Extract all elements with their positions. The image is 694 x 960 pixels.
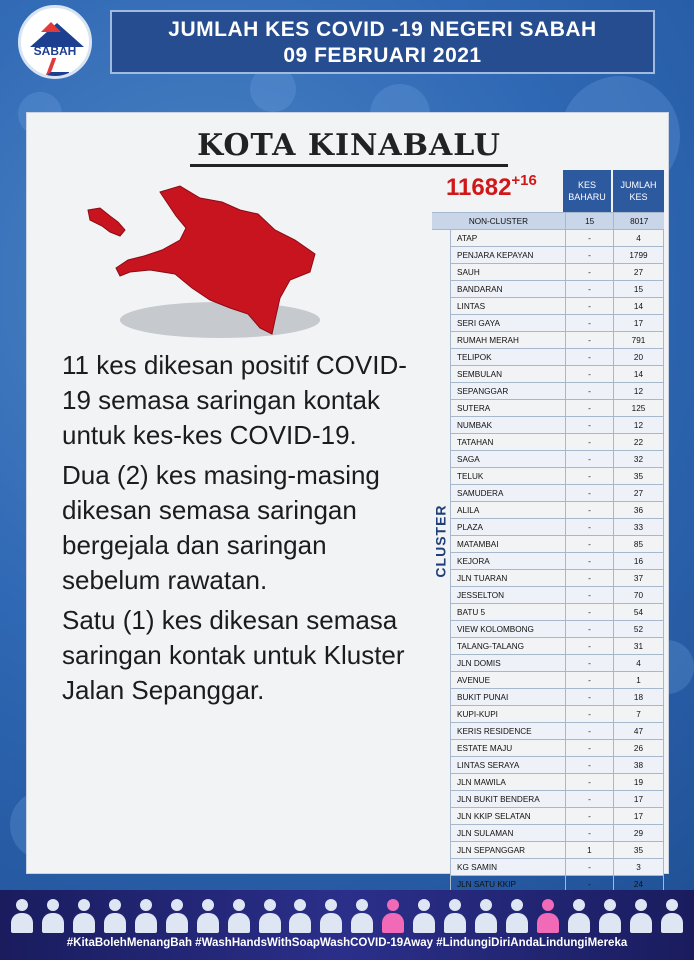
table-row: [451, 825, 663, 842]
row-name: KUPI-KUPI: [457, 709, 498, 719]
row-name: LINTAS SERAYA: [451, 757, 565, 773]
swoosh-icon: [46, 58, 75, 76]
row-total: 29: [613, 825, 663, 841]
footer-hashtags: #KitaBolehMenangBah #WashHandsWithSoapWashCOVID-19Away #LindungiDiriAndaLindungiMereka: [66, 937, 628, 949]
row-name: ALILA: [457, 505, 480, 515]
row-new: -: [565, 859, 613, 875]
cluster-label-text: CLUSTER: [433, 504, 449, 578]
col-header-new: KES BAHARU: [563, 170, 611, 212]
row-new: -: [565, 638, 613, 654]
row-total: 32: [613, 451, 663, 467]
row-new: -: [565, 587, 613, 603]
description-paragraph: 11 kes dikesan positif COVID-19 semasa saringan kontak untuk kes-kes COVID-19.: [62, 350, 407, 450]
cluster-table: [432, 212, 664, 893]
row-name: TALANG-TALANG: [457, 641, 525, 651]
row-total: 27: [613, 485, 663, 501]
row-new: -: [565, 876, 613, 892]
row-total: 4: [613, 230, 663, 246]
table-row: [451, 842, 663, 859]
row-total: 54: [613, 604, 663, 620]
table-row: [451, 366, 663, 383]
table-row: [451, 757, 663, 774]
table-row: [451, 859, 663, 876]
table-row: [451, 247, 663, 264]
row-name: TELIPOK: [451, 349, 565, 365]
row-new: -: [565, 689, 613, 705]
row-total: 3: [613, 859, 663, 875]
table-row: [451, 740, 663, 757]
table-row: [451, 468, 663, 485]
frontliner-figure-icon: [317, 897, 345, 933]
header-title: JUMLAH KES COVID -19 NEGERI SABAH: [168, 18, 597, 41]
row-name: MATAMBAI: [457, 539, 499, 549]
total-cases: [446, 174, 537, 202]
table-row: [451, 400, 663, 417]
sabah-logo: [18, 5, 92, 79]
frontliner-figure-icon: [472, 897, 500, 933]
row-total: 27: [613, 264, 663, 280]
row-total: 12: [613, 383, 663, 399]
row-name: JLN KKIP SELATAN: [457, 811, 531, 821]
row-name: SEMBULAN: [457, 369, 503, 379]
row-total: 17: [613, 808, 663, 824]
total-value: 11682: [446, 174, 512, 201]
row-name: TELUK: [457, 471, 484, 481]
row-new: -: [565, 349, 613, 365]
table-row: [451, 587, 663, 604]
table-row: [451, 621, 663, 638]
row-new: -: [565, 723, 613, 739]
row-total: 1799: [613, 247, 663, 263]
page-header: [110, 10, 655, 74]
row-new: -: [565, 791, 613, 807]
row-new: -: [565, 332, 613, 348]
row-total: 70: [613, 587, 663, 603]
table-row: [451, 281, 663, 298]
row-name: NON-CLUSTER: [432, 213, 565, 229]
row-name: SUTERA: [457, 403, 491, 413]
table-row: [451, 604, 663, 621]
frontliner-figure-icon: [194, 897, 222, 933]
row-total: 17: [613, 791, 663, 807]
row-total: 18: [613, 689, 663, 705]
row-total: 12: [613, 417, 663, 433]
row-name: RUMAH MERAH: [457, 335, 519, 345]
row-name: ESTATE MAJU: [457, 743, 513, 753]
row-new: -: [565, 468, 613, 484]
non-cluster-row: [432, 212, 664, 230]
table-row: [451, 315, 663, 332]
cluster-label: [432, 229, 450, 853]
frontliner-figure-icon: [256, 897, 284, 933]
row-new: -: [565, 485, 613, 501]
header-date: 09 FEBRUARI 2021: [283, 44, 482, 67]
logo-text: SABAH: [33, 44, 77, 58]
table-row: [451, 519, 663, 536]
table-row: [451, 434, 663, 451]
row-total: 35: [613, 842, 663, 858]
table-row: [451, 570, 663, 587]
row-total: 33: [613, 519, 663, 535]
frontliner-figure-icon: [441, 897, 469, 933]
table-row: [451, 672, 663, 689]
frontliner-figure-icon: [596, 897, 624, 933]
frontliner-figures: [8, 897, 686, 935]
row-new: -: [565, 417, 613, 433]
frontliner-figure-icon: [39, 897, 67, 933]
row-new: -: [565, 434, 613, 450]
row-new: -: [565, 672, 613, 688]
row-new: -: [565, 230, 613, 246]
row-name: BATU 5: [457, 607, 486, 617]
row-total: 31: [613, 638, 663, 654]
frontliner-figure-icon: [503, 897, 531, 933]
frontliner-figure-icon: [565, 897, 593, 933]
row-new: -: [565, 655, 613, 671]
district-title: KOTA KINABALU: [190, 128, 508, 167]
kota-kinabalu-map: [80, 180, 330, 350]
table-row: [451, 264, 663, 281]
row-total: 14: [613, 298, 663, 314]
row-total: 24: [613, 876, 663, 892]
row-name: NUMBAK: [451, 417, 565, 433]
cluster-rows: [450, 230, 664, 893]
frontliner-figure-icon: [8, 897, 36, 933]
frontliner-figure-icon: [225, 897, 253, 933]
row-new: -: [565, 536, 613, 552]
row-name: AVENUE: [457, 675, 491, 685]
row-total: 37: [613, 570, 663, 586]
table-row: [451, 332, 663, 349]
row-name: JESSELTON: [451, 587, 565, 603]
table-row: [451, 417, 663, 434]
row-name: JLN SATU KKIP: [457, 879, 516, 889]
table-row: [451, 689, 663, 706]
row-new: -: [565, 519, 613, 535]
row-total: 125: [613, 400, 663, 416]
row-new: -: [565, 570, 613, 586]
row-name: BUKIT PUNAI: [451, 689, 565, 705]
row-total: 7: [613, 706, 663, 722]
frontliner-figure-icon: [658, 897, 686, 933]
row-new: -: [565, 774, 613, 790]
row-name: PENJARA KEPAYAN: [451, 247, 565, 263]
row-total: 26: [613, 740, 663, 756]
row-name: JLN SULAMAN: [451, 825, 565, 841]
row-new: -: [565, 757, 613, 773]
mountain-peak-icon: [41, 22, 61, 32]
table-row: [451, 774, 663, 791]
table-row: [451, 638, 663, 655]
row-total: 35: [613, 468, 663, 484]
table-row: [451, 298, 663, 315]
row-name: TATAHAN: [457, 437, 494, 447]
row-name: SAUH: [457, 267, 480, 277]
row-new: -: [565, 604, 613, 620]
row-total: 22: [613, 434, 663, 450]
row-name: ATAP: [457, 233, 478, 243]
row-name: SEPANGGAR: [451, 383, 565, 399]
row-new: -: [565, 366, 613, 382]
table-row: [451, 349, 663, 366]
row-total: 36: [613, 502, 663, 518]
row-total: 52: [613, 621, 663, 637]
row-name: PLAZA: [451, 519, 565, 535]
frontliner-figure-icon: [286, 897, 314, 933]
row-name: KERIS RESIDENCE: [451, 723, 565, 739]
table-row: [451, 451, 663, 468]
frontliner-figure-icon: [410, 897, 438, 933]
table-row: [451, 808, 663, 825]
frontliner-figure-icon: [348, 897, 376, 933]
row-name: JLN MAWILA: [457, 777, 506, 787]
row-total: 47: [613, 723, 663, 739]
row-name: JLN BUKIT BENDERA: [451, 791, 565, 807]
row-name: VIEW KOLOMBONG: [451, 621, 565, 637]
row-name: LINTAS: [457, 301, 486, 311]
row-name: BANDARAN: [451, 281, 565, 297]
row-name: JLN TUARAN: [457, 573, 508, 583]
row-name: KEJORA: [451, 553, 565, 569]
row-new: -: [565, 553, 613, 569]
row-total: 20: [613, 349, 663, 365]
row-new: -: [565, 451, 613, 467]
row-name: JLN DOMIS: [451, 655, 565, 671]
row-new: -: [565, 502, 613, 518]
case-description: [62, 348, 422, 713]
row-new: 1: [565, 842, 613, 858]
row-total: 15: [613, 281, 663, 297]
row-new: -: [565, 808, 613, 824]
frontliner-figure-icon: [101, 897, 129, 933]
row-total: 8017: [613, 213, 664, 229]
row-new: -: [565, 281, 613, 297]
row-total: 4: [613, 655, 663, 671]
row-total: 791: [613, 332, 663, 348]
frontliner-figure-icon: [534, 897, 562, 933]
frontliner-figure-icon: [379, 897, 407, 933]
map-island: [88, 208, 125, 236]
row-new: -: [565, 740, 613, 756]
row-new: -: [565, 400, 613, 416]
table-row: [451, 723, 663, 740]
row-total: 19: [613, 774, 663, 790]
frontliner-figure-icon: [627, 897, 655, 933]
row-new: -: [565, 706, 613, 722]
table-row: [451, 791, 663, 808]
row-name: JLN SEPANGGAR: [457, 845, 526, 855]
row-new: -: [565, 383, 613, 399]
table-row: [451, 706, 663, 723]
description-paragraph: Satu (1) kes dikesan semasa saringan kontak untuk Kluster Jalan Sepanggar.: [62, 605, 405, 705]
row-new: 15: [565, 213, 614, 229]
table-row: [451, 485, 663, 502]
row-new: -: [565, 247, 613, 263]
row-total: 17: [613, 315, 663, 331]
row-total: 1: [613, 672, 663, 688]
description-paragraph: Dua (2) kes masing-masing dikesan semasa saringan bergejala dan saringan sebelum rawatan.: [62, 460, 380, 595]
frontliner-figure-icon: [163, 897, 191, 933]
row-name: KG SAMIN: [451, 859, 565, 875]
row-total: 85: [613, 536, 663, 552]
row-new: -: [565, 621, 613, 637]
row-total: 16: [613, 553, 663, 569]
row-total: 38: [613, 757, 663, 773]
col-header-total: JUMLAH KES: [613, 170, 664, 212]
table-row: [451, 383, 663, 400]
row-total: 14: [613, 366, 663, 382]
total-delta: +16: [511, 172, 537, 189]
table-row: [451, 655, 663, 672]
table-row: [451, 230, 663, 247]
row-new: -: [565, 298, 613, 314]
frontliner-figure-icon: [70, 897, 98, 933]
row-name: SERI GAYA: [451, 315, 565, 331]
row-new: -: [565, 315, 613, 331]
row-name: SAGA: [451, 451, 565, 467]
table-row: [451, 536, 663, 553]
table-row: [451, 502, 663, 519]
row-new: -: [565, 825, 613, 841]
row-new: -: [565, 264, 613, 280]
row-name: SAMUDERA: [451, 485, 565, 501]
table-row: [451, 553, 663, 570]
frontliner-figure-icon: [132, 897, 160, 933]
